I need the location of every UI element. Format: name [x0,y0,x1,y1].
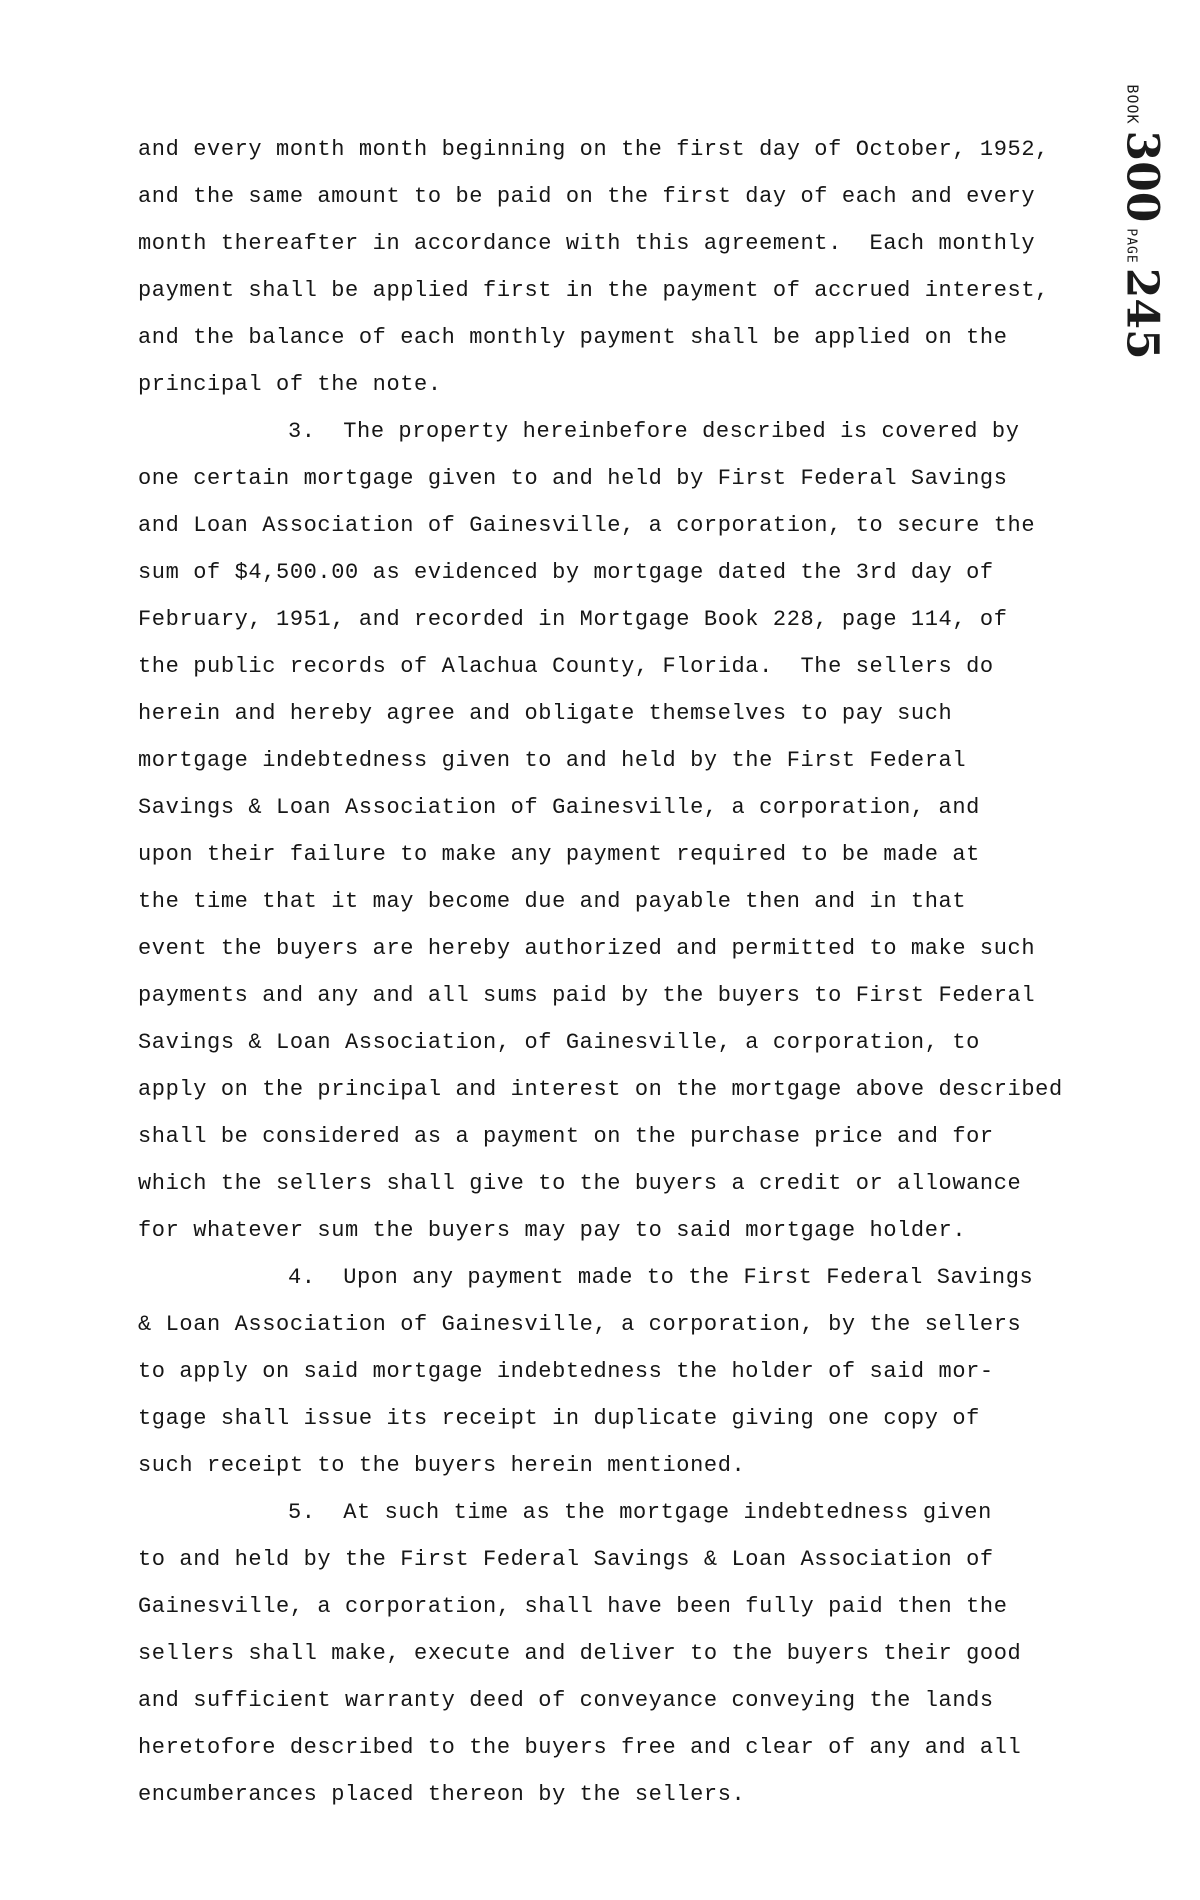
text-line: and every month month beginning on the first day of October, 1952, [138,137,1049,162]
text-line: to apply on said mortgage indebtedness the holder of said mor- [138,1359,994,1384]
text-line: the time that it may become due and payable then and in that [138,889,967,914]
text-line: February, 1951, and recorded in Mortgage Book 228, page 114, of [138,607,1008,632]
text-line: herein and hereby agree and obligate themselves to pay such [138,701,953,726]
text-line: to and held by the First Federal Savings & Loan Association of [138,1547,994,1572]
text-line: heretofore described to the buyers free and clear of any and all [138,1735,1022,1760]
text-line: apply on the principal and interest on the mortgage above described [138,1077,1063,1102]
text-line: Gainesville, a corporation, shall have been fully paid then the [138,1594,1008,1619]
book-label: BOOK [1123,84,1142,125]
text-line: principal of the note. [138,372,442,397]
text-line: Savings & Loan Association of Gainesville, a corporation, and [138,795,980,820]
document-body [138,126,1098,1818]
stamp-rotated-text [1117,84,1168,359]
text-line: event the buyers are hereby authorized and permitted to make such [138,936,1036,961]
page-label: PAGE [1123,228,1139,264]
page-number: 245 [1116,267,1168,360]
text-line: mortgage indebtedness given to and held by the First Federal [138,748,967,773]
text-line: month thereafter in accordance with this agreement. Each monthly [138,231,1036,256]
text-line: payment shall be applied first in the payment of accrued interest, [138,278,1049,303]
text-line: Savings & Loan Association, of Gainesville, a corporation, to [138,1030,980,1055]
text-line: and sufficient warranty deed of conveyance conveying the lands [138,1688,994,1713]
text-line: and the balance of each monthly payment shall be applied on the [138,325,1008,350]
text-line: encumberances placed thereon by the sellers. [138,1782,746,1807]
text-line: sum of $4,500.00 as evidenced by mortgage dated the 3rd day of [138,560,994,585]
text-line: upon their failure to make any payment required to be made at [138,842,980,867]
text-line: and Loan Association of Gainesville, a corporation, to secure the [138,513,1036,538]
text-line: tgage shall issue its receipt in duplicate giving one copy of [138,1406,980,1431]
text-line: and the same amount to be paid on the first day of each and every [138,184,1036,209]
book-number: 300 [1116,130,1168,223]
text-line: sellers shall make, execute and deliver to the buyers their good [138,1641,1022,1666]
text-line: & Loan Association of Gainesville, a corporation, by the sellers [138,1312,1022,1337]
text-line: shall be considered as a payment on the purchase price and for [138,1124,994,1149]
text-line: the public records of Alachua County, Florida. The sellers do [138,654,994,679]
text-line: payments and any and all sums paid by the buyers to First Federal [138,983,1036,1008]
text-line: such receipt to the buyers herein mentioned. [138,1453,746,1478]
text-line: which the sellers shall give to the buyers a credit or allowance [138,1171,1022,1196]
paragraph-4-start: 4. Upon any payment made to the First Federal Savings [288,1265,1034,1290]
paragraph-3-start: 3. The property hereinbefore described is covered by [288,419,1020,444]
text-line: for whatever sum the buyers may pay to said mortgage holder. [138,1218,967,1243]
book-page-stamp [1112,84,1172,360]
paragraph-5-start: 5. At such time as the mortgage indebtedness given [288,1500,992,1525]
text-line: one certain mortgage given to and held by First Federal Savings [138,466,1008,491]
